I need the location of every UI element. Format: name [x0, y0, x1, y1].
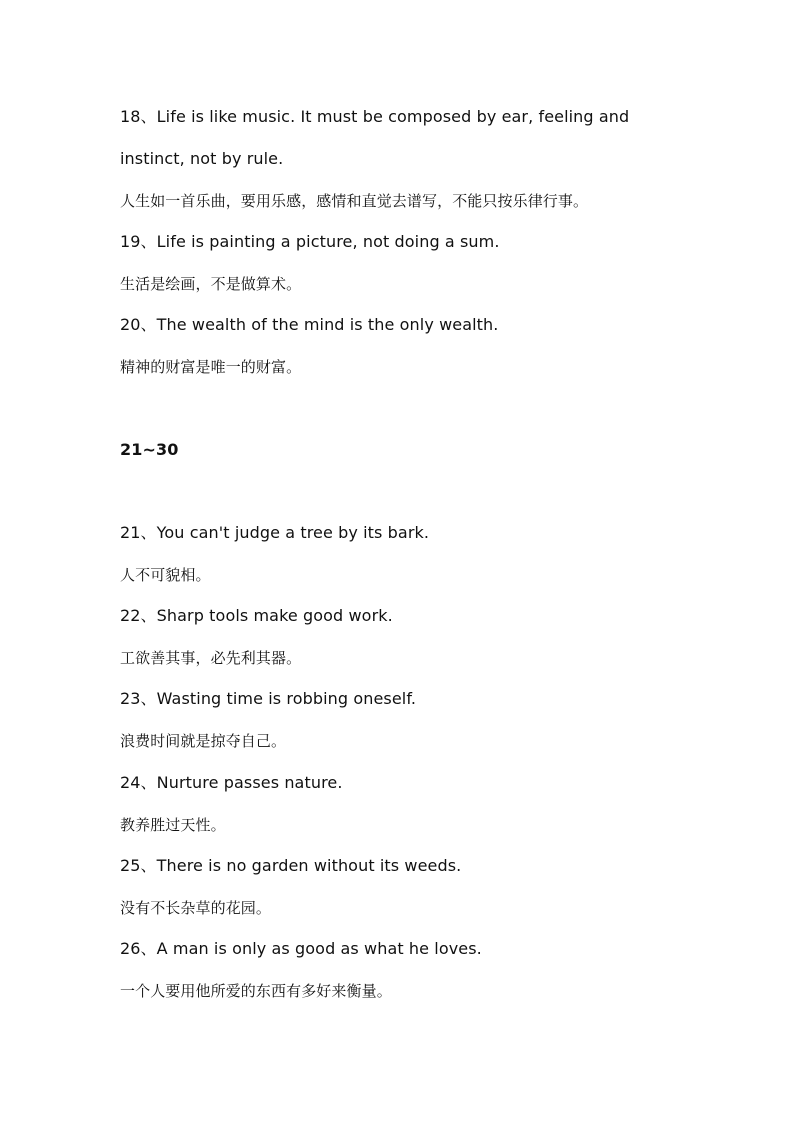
section-heading: 21~30 — [120, 440, 179, 459]
quote-24-english: 24、Nurture passes nature. — [120, 773, 343, 792]
quote-26-english: 26、A man is only as good as what he loves. — [120, 939, 482, 958]
quote-25-chinese: 没有不长杂草的花园。 — [120, 899, 272, 917]
quote-18-english: 18、Life is like music. It must be composed by ear, feeling and — [120, 107, 630, 126]
quote-21-english: 21、You can't judge a tree by its bark. — [120, 523, 430, 542]
quote-19-chinese: 生活是绘画，不是做算术。 — [120, 275, 302, 293]
quote-18-chinese: 人生如一首乐曲，要用乐感，感情和直觉去谱写，不能只按乐律行事。 — [120, 192, 589, 210]
quote-25-english: 25、There is no garden without its weeds. — [120, 856, 462, 875]
quote-22-english: 22、Sharp tools make good work. — [120, 606, 393, 625]
quote-23-english: 23、Wasting time is robbing oneself. — [120, 689, 417, 708]
quote-23-chinese: 浪费时间就是掠夺自己。 — [120, 732, 287, 750]
quote-20-english: 20、The wealth of the mind is the only wealth. — [120, 315, 499, 334]
quote-18-english-continued: instinct, not by rule. — [120, 149, 284, 168]
quote-21-chinese: 人不可貌相。 — [120, 566, 211, 584]
quote-19-english: 19、Life is painting a picture, not doing a sum. — [120, 232, 500, 251]
quote-22-chinese: 工欲善其事，必先利其器。 — [120, 649, 302, 667]
quote-24-chinese: 教养胜过天性。 — [120, 816, 226, 834]
quote-26-chinese: 一个人要用他所爱的东西有多好来衡量。 — [120, 982, 392, 1000]
quote-20-chinese: 精神的财富是唯一的财富。 — [120, 358, 302, 376]
